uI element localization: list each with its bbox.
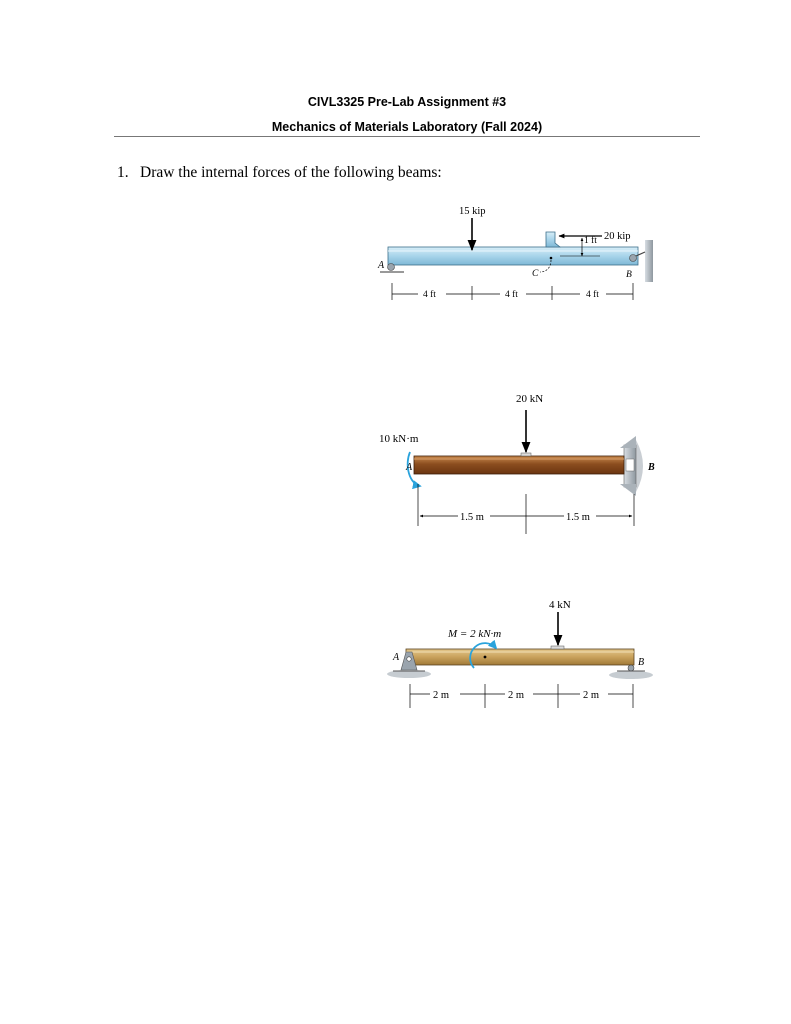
page-subtitle: Mechanics of Materials Laboratory (Fall 2024) bbox=[271, 120, 543, 134]
moment-label: M = 2 kN·m bbox=[448, 628, 502, 640]
load-label: 20 kN bbox=[516, 393, 544, 405]
span-label: 1.5 m bbox=[566, 512, 590, 523]
span-label: 2 m bbox=[583, 690, 600, 701]
offset-label: 1 ft bbox=[584, 236, 597, 246]
figure-3-simply-supported-beam bbox=[387, 599, 653, 708]
beam-3 bbox=[406, 649, 634, 665]
span-label: 4 ft bbox=[423, 290, 436, 300]
roller-support-icon bbox=[628, 665, 634, 671]
support-a-label: A bbox=[378, 260, 385, 271]
span-label: 4 ft bbox=[505, 290, 518, 300]
beam-1 bbox=[388, 247, 638, 265]
question-text: Draw the internal forces of the following beams: bbox=[140, 164, 442, 181]
pin-b-icon bbox=[630, 255, 637, 262]
load-label: 4 kN bbox=[549, 599, 571, 611]
span-label: 2 m bbox=[508, 690, 525, 701]
bracket-icon bbox=[546, 232, 560, 247]
question-number: 1. bbox=[117, 164, 129, 181]
figure-1-overhang-beam bbox=[377, 206, 653, 300]
moment-label: 10 kN·m bbox=[379, 433, 419, 445]
support-b-label: B bbox=[648, 462, 655, 473]
support-a-label: A bbox=[393, 652, 400, 663]
span-label: 4 ft bbox=[586, 290, 599, 300]
load-label: 15 kip bbox=[459, 206, 486, 217]
point-c-label: C bbox=[532, 269, 539, 279]
side-load-label: 20 kip bbox=[604, 231, 631, 242]
pin-support-icon bbox=[388, 264, 395, 271]
end-a-label: A bbox=[406, 462, 413, 473]
span-label: 2 m bbox=[433, 690, 450, 701]
support-b-label: B bbox=[626, 270, 632, 280]
support-b-label: B bbox=[638, 657, 645, 668]
page-title: CIVL3325 Pre-Lab Assignment #3 bbox=[307, 95, 507, 109]
wall-support-icon bbox=[645, 240, 653, 282]
figure-2-cantilever-beam bbox=[379, 393, 655, 534]
span-label: 1.5 m bbox=[460, 512, 484, 523]
